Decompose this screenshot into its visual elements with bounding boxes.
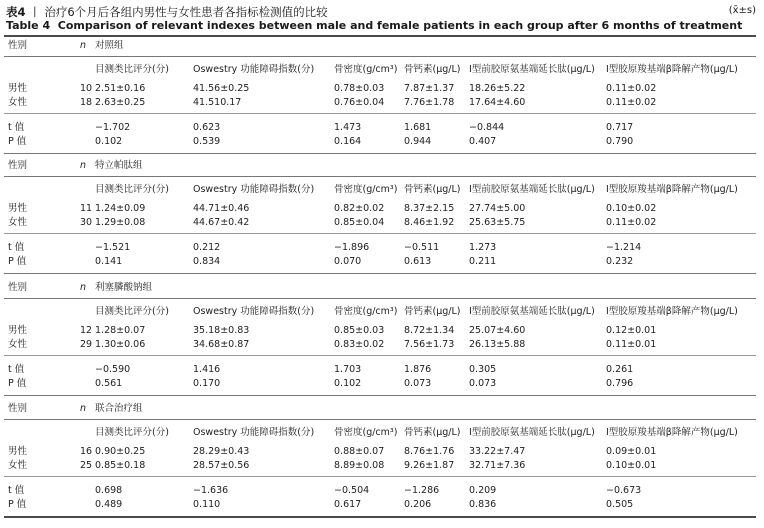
cell-bmd: 0.88±0.07 [334,446,385,457]
stat-ctx: −0.673 [606,485,642,496]
row-n: 29 [80,339,93,350]
stat-odi: −1.636 [193,485,229,496]
stat-label: t 值 [8,485,25,496]
stat-odi: 0.834 [193,256,221,267]
stat-label: P 值 [8,136,27,147]
stat-odi: 0.623 [193,122,221,133]
column-header-odi: Oswestry 功能障碍指数(分) [193,427,315,438]
cell-p1np: 25.07±4.60 [469,325,526,336]
cell-bgp: 7.76±1.78 [404,97,455,108]
top-rule [4,35,756,37]
stat-ctx: 0.505 [606,499,634,510]
stat-odi: 0.212 [193,242,221,253]
stat-bmd: 0.070 [334,256,362,267]
cell-ctx: 0.11±0.01 [606,339,657,350]
column-header-sex: 性别 [8,160,28,171]
cell-ctx: 0.11±0.02 [606,83,657,94]
stat-bgp: −1.286 [404,485,440,496]
stat-bmd: 0.164 [334,136,362,147]
column-header-bmd: 骨密度(g/cm³) [334,184,398,195]
table-caption-en: Comparison of relevant indexes between male and female patients in each group after 6 months of treatment [57,19,743,32]
stat-vas: −1.702 [95,122,131,133]
cell-vas: 1.29±0.08 [95,217,146,228]
cell-bmd: 0.82±0.02 [334,203,385,214]
column-header-odi: Oswestry 功能障碍指数(分) [193,64,315,75]
section-bottom-rule [4,153,756,154]
stat-ctx: −1.214 [606,242,642,253]
cell-ctx: 0.11±0.02 [606,97,657,108]
stat-bmd: 0.102 [334,378,362,389]
stat-p1np: 0.073 [469,378,497,389]
cell-ctx: 0.10±0.01 [606,460,657,471]
column-header-bgp: 骨钙素(μg/L) [404,427,461,438]
column-header-sex: 性别 [8,403,28,414]
section-bottom-rule [4,273,756,274]
cell-p1np: 32.71±7.36 [469,460,526,471]
cell-p1np: 18.26±5.22 [469,83,526,94]
column-header-ctx: Ⅰ型胶原羧基端β降解产物(μg/L) [606,184,738,195]
column-header-bmd: 骨密度(g/cm³) [334,306,398,317]
stats-divider [4,233,756,234]
table-number-cn: 表4 [6,5,26,19]
stat-vas: 0.561 [95,378,123,389]
column-header-bgp: 骨钙素(μg/L) [404,184,461,195]
column-header-odi: Oswestry 功能障碍指数(分) [193,306,315,317]
cell-p1np: 26.13±5.88 [469,339,526,350]
stat-odi: 0.110 [193,499,221,510]
stat-odi: 1.416 [193,364,221,375]
stat-p1np: 0.209 [469,485,497,496]
stat-bgp: 0.613 [404,256,432,267]
stat-bmd: 1.473 [334,122,362,133]
stat-vas: 0.141 [95,256,123,267]
column-header-n: n [80,403,87,414]
cell-bmd: 0.76±0.04 [334,97,385,108]
section-header-rule [4,176,756,177]
cell-bgp: 8.46±1.92 [404,217,455,228]
stat-ctx: 0.790 [606,136,634,147]
stat-p1np: 0.305 [469,364,497,375]
stat-ctx: 0.796 [606,378,634,389]
column-header-bgp: 骨钙素(μg/L) [404,306,461,317]
stat-p1np: 0.407 [469,136,497,147]
cell-bmd: 0.78±0.03 [334,83,385,94]
cell-p1np: 27.74±5.00 [469,203,526,214]
column-header-n: n [80,160,87,171]
section-header-rule [4,298,756,299]
stat-vas: −1.521 [95,242,131,253]
stat-bgp: 0.073 [404,378,432,389]
stat-p1np: −0.844 [469,122,505,133]
row-label: 女性 [8,217,28,228]
table-title-en [6,19,742,32]
cell-odi: 34.68±0.87 [193,339,250,350]
cell-vas: 2.51±0.16 [95,83,146,94]
stat-label: t 值 [8,122,25,133]
cell-odi: 28.57±0.56 [193,460,250,471]
column-header-vas: 目测类比评分(分) [95,427,169,438]
stats-divider [4,476,756,477]
row-n: 11 [80,203,93,214]
column-header-p1np: Ⅰ型前胶原氨基端延长肽(μg/L) [469,427,595,438]
column-header-p1np: Ⅰ型前胶原氨基端延长肽(μg/L) [469,306,595,317]
stat-ctx: 0.232 [606,256,634,267]
stat-p1np: 1.273 [469,242,497,253]
section-header-rule [4,56,756,57]
cell-bgp: 9.26±1.87 [404,460,455,471]
row-label: 女性 [8,460,28,471]
table-title-cn [6,4,328,20]
cell-odi: 44.71±0.46 [193,203,250,214]
cell-vas: 2.63±0.25 [95,97,146,108]
cell-bgp: 7.87±1.37 [404,83,455,94]
stat-vas: 0.102 [95,136,123,147]
cell-odi: 28.29±0.43 [193,446,250,457]
column-header-n: n [80,282,87,293]
cell-odi: 41.56±0.25 [193,83,250,94]
stat-bgp: 0.944 [404,136,432,147]
row-n: 25 [80,460,93,471]
stat-vas: −0.590 [95,364,131,375]
cell-ctx: 0.12±0.01 [606,325,657,336]
row-n: 30 [80,217,93,228]
cell-bmd: 0.85±0.03 [334,325,385,336]
stats-divider [4,113,756,114]
cell-vas: 0.90±0.25 [95,446,146,457]
cell-vas: 1.24±0.09 [95,203,146,214]
stat-label: P 值 [8,256,27,267]
cell-ctx: 0.11±0.02 [606,217,657,228]
stat-unit-label: (x̄±s) [728,5,756,16]
cell-odi: 35.18±0.83 [193,325,250,336]
row-n: 16 [80,446,93,457]
cell-odi: 41.510.17 [193,97,242,108]
stats-divider [4,355,756,356]
cell-bmd: 8.89±0.08 [334,460,385,471]
row-n: 12 [80,325,93,336]
stat-vas: 0.698 [95,485,123,496]
column-header-bgp: 骨钙素(μg/L) [404,64,461,75]
stat-bgp: −0.511 [404,242,440,253]
table-caption-cn: 治疗6个月后各组内男性与女性患者各指标检测值的比较 [44,5,328,19]
stat-odi: 0.539 [193,136,221,147]
column-header-sex: 性别 [8,282,28,293]
stat-bgp: 1.681 [404,122,432,133]
cell-vas: 1.30±0.06 [95,339,146,350]
row-n: 18 [80,97,93,108]
stat-bmd: −1.896 [334,242,370,253]
column-header-bmd: 骨密度(g/cm³) [334,64,398,75]
cell-bmd: 0.83±0.02 [334,339,385,350]
row-label: 男性 [8,446,28,457]
stat-bmd: 0.617 [334,499,362,510]
cell-bgp: 7.56±1.73 [404,339,455,350]
column-header-ctx: Ⅰ型胶原羧基端β降解产物(μg/L) [606,306,738,317]
cell-odi: 44.67±0.42 [193,217,250,228]
table-number-en: Table 4 [6,19,51,32]
stat-odi: 0.170 [193,378,221,389]
section-bottom-rule [4,516,756,518]
cell-bgp: 8.37±2.15 [404,203,455,214]
stat-label: P 值 [8,499,27,510]
stat-ctx: 0.717 [606,122,634,133]
row-label: 女性 [8,97,28,108]
section-bottom-rule [4,395,756,396]
stat-label: P 值 [8,378,27,389]
row-label: 女性 [8,339,28,350]
column-header-p1np: Ⅰ型前胶原氨基端延长肽(μg/L) [469,184,595,195]
column-header-vas: 目测类比评分(分) [95,184,169,195]
cell-ctx: 0.10±0.02 [606,203,657,214]
cell-p1np: 17.64±4.60 [469,97,526,108]
row-n: 10 [80,83,93,94]
stat-ctx: 0.261 [606,364,634,375]
row-label: 男性 [8,203,28,214]
cell-vas: 0.85±0.18 [95,460,146,471]
column-header-n: n [80,40,87,51]
stat-label: t 值 [8,242,25,253]
row-label: 男性 [8,83,28,94]
column-header-vas: 目测类比评分(分) [95,306,169,317]
cell-p1np: 33.22±7.47 [469,446,526,457]
column-header-vas: 目测类比评分(分) [95,64,169,75]
stat-bgp: 0.206 [404,499,432,510]
section-group-name: 利塞膦酸钠组 [95,282,153,293]
stat-bmd: 1.703 [334,364,362,375]
cell-bmd: 0.85±0.04 [334,217,385,228]
cell-bgp: 8.72±1.34 [404,325,455,336]
title-separator: 丨 [29,5,41,19]
column-header-ctx: Ⅰ型胶原羧基端β降解产物(μg/L) [606,64,738,75]
stat-vas: 0.489 [95,499,123,510]
column-header-bmd: 骨密度(g/cm³) [334,427,398,438]
stat-bgp: 1.876 [404,364,432,375]
row-label: 男性 [8,325,28,336]
section-header-rule [4,419,756,420]
cell-ctx: 0.09±0.01 [606,446,657,457]
section-group-name: 联合治疗组 [95,403,143,414]
cell-vas: 1.28±0.07 [95,325,146,336]
column-header-p1np: Ⅰ型前胶原氨基端延长肽(μg/L) [469,64,595,75]
stat-bmd: −0.504 [334,485,370,496]
section-group-name: 对照组 [95,40,124,51]
cell-p1np: 25.63±5.75 [469,217,526,228]
column-header-ctx: Ⅰ型胶原羧基端β降解产物(μg/L) [606,427,738,438]
stat-p1np: 0.836 [469,499,497,510]
stat-label: t 值 [8,364,25,375]
section-group-name: 特立帕肽组 [95,160,143,171]
column-header-sex: 性别 [8,40,28,51]
stat-p1np: 0.211 [469,256,497,267]
column-header-odi: Oswestry 功能障碍指数(分) [193,184,315,195]
cell-bgp: 8.76±1.76 [404,446,455,457]
